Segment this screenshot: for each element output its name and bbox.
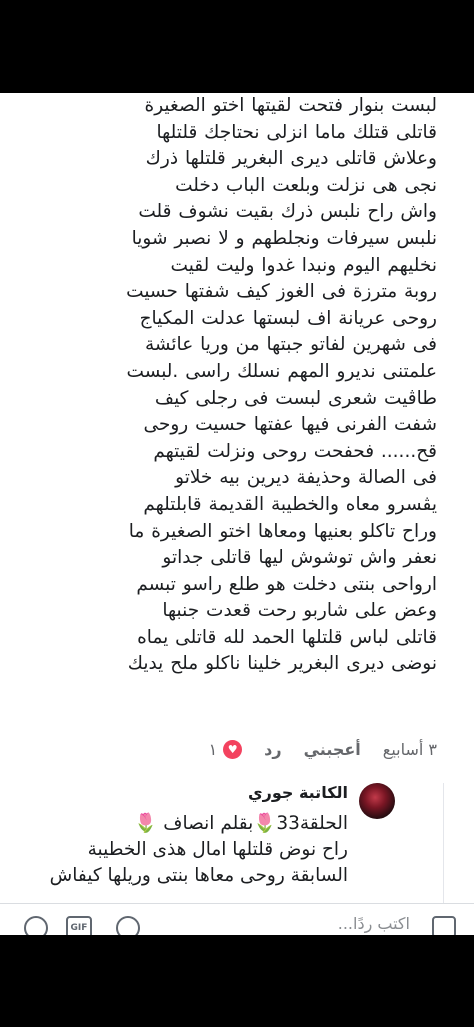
comment-actions — [85, 737, 437, 761]
comment-line: وراح تاكلو بعنيها ومعاها اختو الصغيرة ما — [128, 520, 437, 542]
tulip-icon: 🌷 — [134, 813, 158, 834]
sticker-icon[interactable] — [116, 916, 140, 935]
camera-icon[interactable] — [432, 916, 456, 935]
reply-chapter: الحلقة33 — [276, 813, 348, 834]
reply-composer — [0, 903, 474, 935]
comment-line: شفت الفرنى فيها عفتها حسيت روحى — [143, 414, 437, 436]
comment-line: نخليهم اليوم ونبدا غدوا وليت لقيت — [170, 254, 437, 276]
comment-line: قح...... فحفحت روحى ونزلت لقيتهم — [153, 440, 437, 462]
heart-icon: ♥ — [223, 740, 242, 759]
reply-line — [90, 811, 348, 837]
comment-text — [105, 93, 437, 678]
comment-line: نجى هى نزلت وبلعت الباب دخلت — [175, 174, 437, 196]
emoji-icon[interactable] — [24, 916, 48, 935]
comment-line: قاتلى لباس قلتلها الحمد لله قاتلى يماه — [137, 626, 437, 648]
reply-button[interactable]: رد — [264, 739, 282, 759]
comment-line: ارواحى بنتى دخلت هو طلع راسو تبسم — [136, 573, 437, 595]
reaction-summary[interactable] — [209, 740, 243, 759]
reply-byline: بقلم انصاف — [163, 813, 254, 834]
avatar[interactable] — [359, 783, 395, 819]
comment-line: يڨسرو معاه والخطيبة القديمة قابلتلهم — [143, 493, 437, 515]
like-button[interactable]: أعجبني — [303, 739, 361, 759]
comment-line: نعفر واش توشوش ليها قاتلى جداتو — [162, 547, 437, 569]
reply-line: راح نوض قلتلها امال هذى الخطيبة — [87, 839, 348, 860]
reply-line: السابقة روحى معاها بنتى وريلها كيفاش — [49, 865, 348, 886]
comment-timestamp: ٣ أسابيع — [382, 739, 437, 759]
comment-line: نوضى ديرى البغرير خلينا ناكلو ملح يديك — [127, 653, 437, 675]
reply-input[interactable]: اكتب ردًا... — [337, 914, 410, 933]
reaction-count: ١ — [208, 739, 218, 759]
comments-screen — [0, 93, 474, 935]
comment-line: واش راح نلبس ذرك بقيت نشوف قلت — [138, 201, 437, 223]
reply-comment — [0, 783, 474, 903]
comment-line: نلبس سيرفات ونجلطهم و لا نصبر شويا — [131, 227, 437, 249]
comment-line: وعلاش قاتلى ديرى البغرير قلتلها ذرك — [145, 148, 437, 170]
comment-line: قاتلى قتلك ماما انزلى نحتاجك قلتلها — [156, 121, 437, 143]
comment-line: طاڨيت شعرى لبست فى رجلى كيف — [154, 387, 437, 409]
comment-line: وعض على شاربو رحت قعدت جنبها — [162, 600, 437, 622]
comment-line: علمتنى نديرو المهم نسلك راسى .لبست — [126, 360, 437, 382]
comment-line: فى شهرين لفاتو جبتها من وريا عائشة — [144, 334, 437, 356]
comment-line: روحى عريانة اف لبستها عدلت المكياج — [139, 307, 437, 329]
comment-line: لبست بنوار فتحت لقيتها اختو الصغيرة — [144, 95, 437, 116]
reply-text — [49, 811, 348, 889]
comment-line: فى الصالة وحذيفة ديرين بيه خلاتو — [175, 467, 437, 489]
tulip-icon: 🌷 — [253, 813, 277, 834]
gif-icon[interactable]: GIF — [66, 916, 92, 935]
comment-author[interactable]: الكاتبة جوري — [247, 783, 348, 802]
comment-line: روبة مترزة فى الغوز كيف شفتها حسيت — [126, 281, 437, 303]
